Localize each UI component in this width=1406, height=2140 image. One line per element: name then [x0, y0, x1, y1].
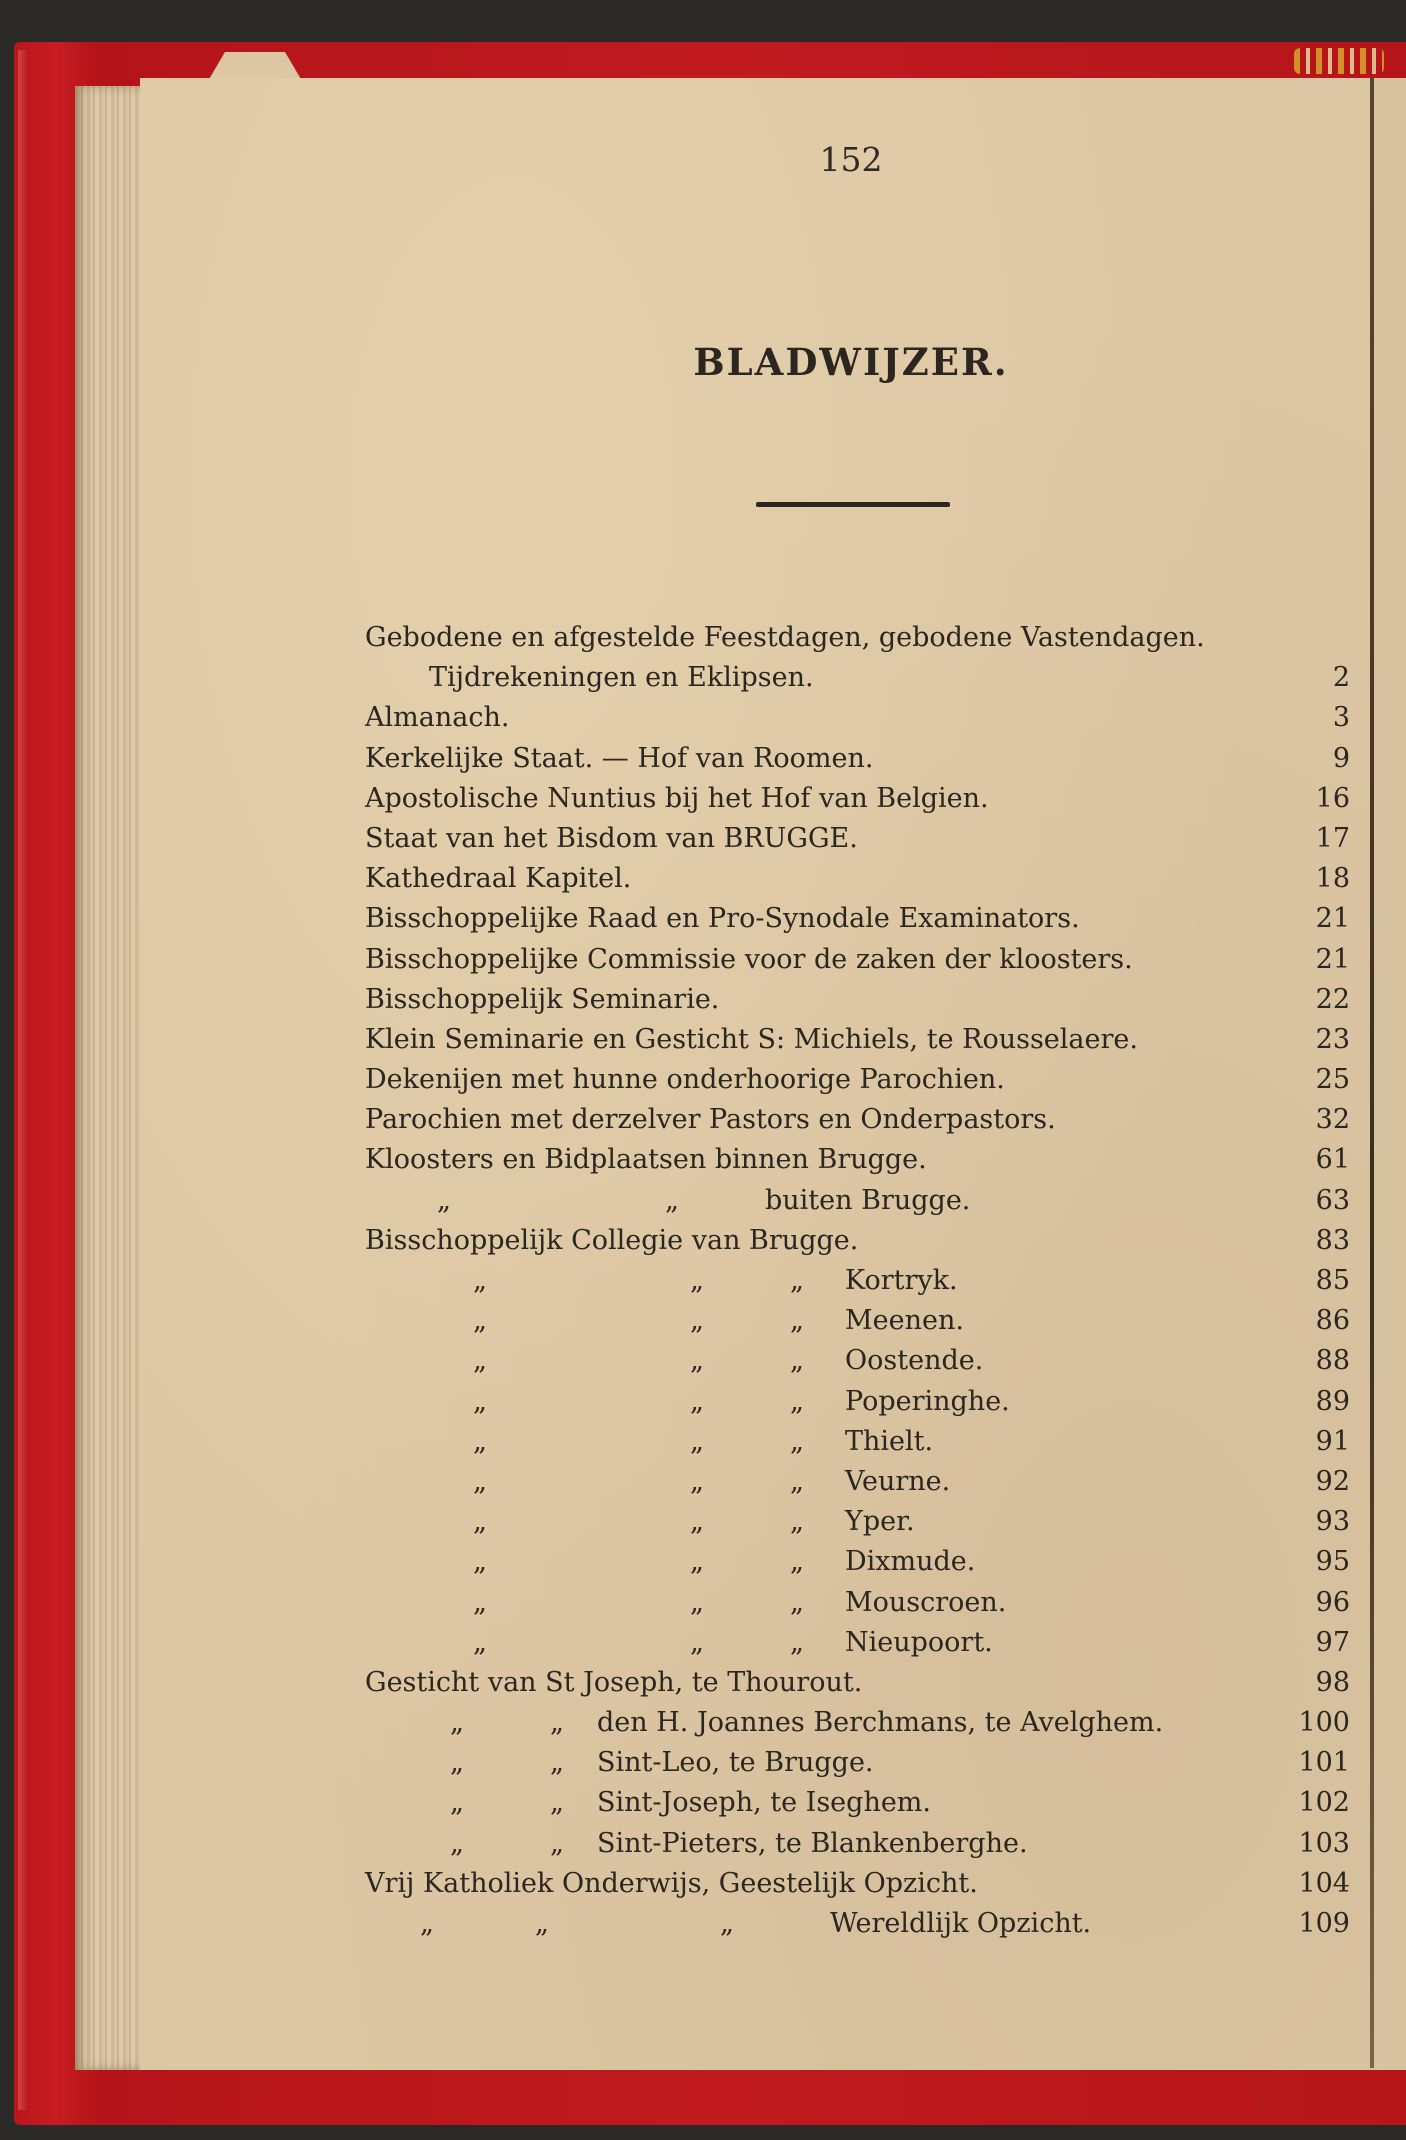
headband: [1294, 48, 1384, 74]
toc-entry: [365, 1542, 1350, 1582]
toc-entry-title: Almanach.: [365, 702, 510, 734]
toc-entry-title: buiten Brugge.: [765, 1184, 971, 1216]
toc-entry: [365, 819, 1350, 859]
ditto-mark: „: [420, 1908, 434, 1939]
toc-entry: [365, 1623, 1350, 1663]
ditto-mark: „: [473, 1465, 487, 1497]
toc-entry: [365, 1060, 1350, 1100]
toc-entry-page-number: 96: [1315, 1586, 1350, 1618]
toc-entry: [365, 698, 1350, 738]
toc-entry-title: Klein Seminarie en Gesticht S: Michiels, te Rousselaere.: [365, 1023, 1138, 1055]
toc-entry-page-number: 32: [1315, 1104, 1350, 1136]
ditto-mark: „: [550, 1747, 564, 1779]
ditto-mark: „: [690, 1506, 704, 1538]
toc-entry-title: Gebodene en afgestelde Feestdagen, gebodene Vastendagen.: [365, 622, 1205, 653]
toc-entry: [365, 1904, 1350, 1944]
ditto-mark: „: [690, 1345, 704, 1377]
toc-entry-title: Mouscroen.: [845, 1586, 1007, 1618]
ditto-mark: „: [790, 1546, 804, 1578]
toc-entry-title: Yper.: [845, 1506, 915, 1538]
toc-entry-title: Meenen.: [845, 1305, 964, 1337]
ditto-mark: „: [473, 1506, 487, 1538]
toc-entry-title: Bisschoppelijke Raad en Pro-Synodale Examinators.: [365, 903, 1080, 935]
toc-entry-page-number: 109: [1298, 1908, 1350, 1939]
toc-entry-page-number: 104: [1298, 1867, 1350, 1899]
toc-entry-page-number: 89: [1315, 1385, 1350, 1417]
ditto-mark: „: [473, 1345, 487, 1377]
toc-entry-page-number: 3: [1332, 702, 1350, 734]
toc-entry-page-number: 91: [1315, 1425, 1350, 1457]
ditto-mark: „: [790, 1265, 804, 1296]
toc-entry: [365, 1301, 1350, 1341]
ditto-mark: „: [437, 1184, 451, 1216]
toc-entry-page-number: 21: [1315, 903, 1350, 935]
toc-entry-page-number: 93: [1315, 1506, 1350, 1538]
toc-entry-page-number: 103: [1298, 1827, 1350, 1859]
toc-entry-title: Thielt.: [845, 1425, 934, 1457]
ditto-mark: „: [790, 1586, 804, 1618]
toc-entry-title: Bisschoppelijke Commissie voor de zaken der kloosters.: [365, 943, 1133, 975]
toc-entry-title: Apostolische Nuntius bij het Hof van Belgien.: [365, 782, 989, 814]
toc-entry: [365, 618, 1350, 658]
ditto-mark: „: [473, 1265, 487, 1296]
ditto-mark: „: [473, 1425, 487, 1457]
page-number: 152: [819, 140, 883, 179]
toc-entry-page-number: 85: [1315, 1265, 1350, 1296]
ditto-mark: „: [790, 1305, 804, 1337]
ditto-mark: „: [690, 1425, 704, 1457]
ditto-mark: „: [550, 1707, 564, 1739]
toc-entry-title: Sint-Pieters, te Blankenberghe.: [597, 1827, 1028, 1859]
ditto-mark: „: [473, 1385, 487, 1417]
toc-entry: [365, 1824, 1350, 1864]
toc-entry-title: Kathedraal Kapitel.: [365, 863, 632, 895]
toc-entry: [365, 940, 1350, 980]
toc-entry-title: Wereldlijk Opzicht.: [830, 1908, 1092, 1939]
toc-entry-title: Kloosters en Bidplaatsen binnen Brugge.: [365, 1144, 927, 1176]
ditto-mark: „: [690, 1586, 704, 1618]
ditto-mark: „: [473, 1626, 487, 1658]
toc-entry-title: Bisschoppelijk Seminarie.: [365, 983, 720, 1015]
toc-entry-page-number: 16: [1315, 782, 1350, 814]
toc-entry-page-number: 18: [1315, 863, 1350, 895]
toc-entry-title: Sint-Joseph, te Iseghem.: [597, 1787, 931, 1819]
toc-entry-page-number: 9: [1332, 742, 1350, 774]
ditto-mark: „: [450, 1707, 464, 1739]
toc-entry-page-number: 101: [1298, 1747, 1350, 1779]
toc-entry-page-number: 95: [1315, 1546, 1350, 1578]
toc-entry-title: Veurne.: [845, 1465, 951, 1497]
toc-entry-page-number: 17: [1315, 822, 1350, 854]
toc-entry-title: Sint-Leo, te Brugge.: [597, 1747, 874, 1779]
ditto-mark: „: [690, 1265, 704, 1296]
ditto-mark: „: [550, 1827, 564, 1859]
ditto-mark: „: [473, 1586, 487, 1618]
toc-entry-title: Vrij Katholiek Onderwijs, Geestelijk Opzicht.: [365, 1867, 978, 1899]
ditto-mark: „: [690, 1626, 704, 1658]
ditto-mark: „: [790, 1465, 804, 1497]
toc-entry-page-number: 88: [1315, 1345, 1350, 1377]
ditto-mark: „: [690, 1465, 704, 1497]
table-of-contents: [365, 618, 1350, 1944]
toc-entry: [365, 1181, 1350, 1221]
ditto-mark: „: [690, 1305, 704, 1337]
toc-entry-page-number: 25: [1315, 1064, 1350, 1096]
toc-entry-title: Dekenijen met hunne onderhoorige Parochien.: [365, 1064, 1005, 1096]
toc-entry: [365, 1221, 1350, 1261]
toc-entry: [365, 1743, 1350, 1783]
toc-entry: [365, 1261, 1350, 1301]
toc-entry: [365, 1864, 1350, 1904]
toc-entry-title: Staat van het Bisdom van BRUGGE.: [365, 822, 858, 854]
toc-entry-page-number: 98: [1315, 1666, 1350, 1698]
toc-entry-title: Kerkelijke Staat. — Hof van Roomen.: [365, 742, 874, 774]
toc-entry: [365, 1703, 1350, 1743]
toc-entry-title: Bisschoppelijk Collegie van Brugge.: [365, 1224, 859, 1256]
ditto-mark: „: [790, 1626, 804, 1658]
ditto-mark: „: [790, 1385, 804, 1417]
toc-entry-page-number: 2: [1332, 662, 1350, 694]
toc-entry: [365, 1663, 1350, 1703]
toc-entry: [365, 1020, 1350, 1060]
ditto-mark: „: [473, 1305, 487, 1337]
toc-entry: [365, 779, 1350, 819]
toc-entry-title: den H. Joannes Berchmans, te Avelghem.: [597, 1707, 1164, 1739]
ditto-mark: „: [450, 1747, 464, 1779]
title-rule-divider: [756, 502, 950, 507]
ditto-mark: „: [473, 1546, 487, 1578]
toc-entry: [365, 1502, 1350, 1542]
ditto-mark: „: [550, 1787, 564, 1819]
toc-entry-page-number: 61: [1315, 1144, 1350, 1176]
toc-entry-title: Poperinghe.: [845, 1385, 1010, 1417]
toc-entry-page-number: 97: [1315, 1626, 1350, 1658]
toc-entry: [365, 1422, 1350, 1462]
ditto-mark: „: [450, 1787, 464, 1819]
ditto-mark: „: [790, 1425, 804, 1457]
ditto-mark: „: [690, 1385, 704, 1417]
toc-entry-page-number: 22: [1315, 983, 1350, 1015]
ditto-mark: „: [535, 1908, 549, 1939]
page-title: BLADWIJZER.: [693, 340, 1009, 384]
toc-entry-title: Dixmude.: [845, 1546, 976, 1578]
toc-entry: [365, 899, 1350, 939]
toc-entry: [365, 658, 1350, 698]
toc-entry-title: Oostende.: [845, 1345, 984, 1377]
ditto-mark: „: [450, 1827, 464, 1859]
toc-entry-title: Nieupoort.: [845, 1626, 993, 1658]
toc-entry-title: Gesticht van St Joseph, te Thourout.: [365, 1666, 863, 1698]
toc-entry-page-number: 100: [1298, 1707, 1350, 1739]
ditto-mark: „: [790, 1506, 804, 1538]
toc-entry-page-number: 92: [1315, 1465, 1350, 1497]
toc-entry-title: Parochien met derzelver Pastors en Onderpastors.: [365, 1104, 1056, 1136]
toc-entry: [365, 1462, 1350, 1502]
toc-entry: [365, 980, 1350, 1020]
toc-entry-page-number: 21: [1315, 943, 1350, 975]
ditto-mark: „: [790, 1345, 804, 1377]
toc-entry: [365, 739, 1350, 779]
toc-entry-page-number: 102: [1298, 1787, 1350, 1819]
ditto-mark: „: [690, 1546, 704, 1578]
toc-entry: [365, 1783, 1350, 1823]
toc-entry: [365, 1382, 1350, 1422]
toc-entry-page-number: 23: [1315, 1023, 1350, 1055]
toc-entry: [365, 1140, 1350, 1180]
toc-entry: [365, 1100, 1350, 1140]
toc-entry: [365, 1583, 1350, 1623]
ditto-mark: „: [665, 1184, 679, 1216]
toc-entry-title: Kortryk.: [845, 1265, 958, 1296]
ditto-mark: „: [720, 1908, 734, 1939]
toc-entry-page-number: 83: [1315, 1224, 1350, 1256]
toc-entry-title: Tijdrekeningen en Eklipsen.: [429, 662, 814, 694]
toc-entry: [365, 1341, 1350, 1381]
toc-entry-page-number: 63: [1315, 1184, 1350, 1216]
toc-entry-page-number: 86: [1315, 1305, 1350, 1337]
toc-entry: [365, 859, 1350, 899]
